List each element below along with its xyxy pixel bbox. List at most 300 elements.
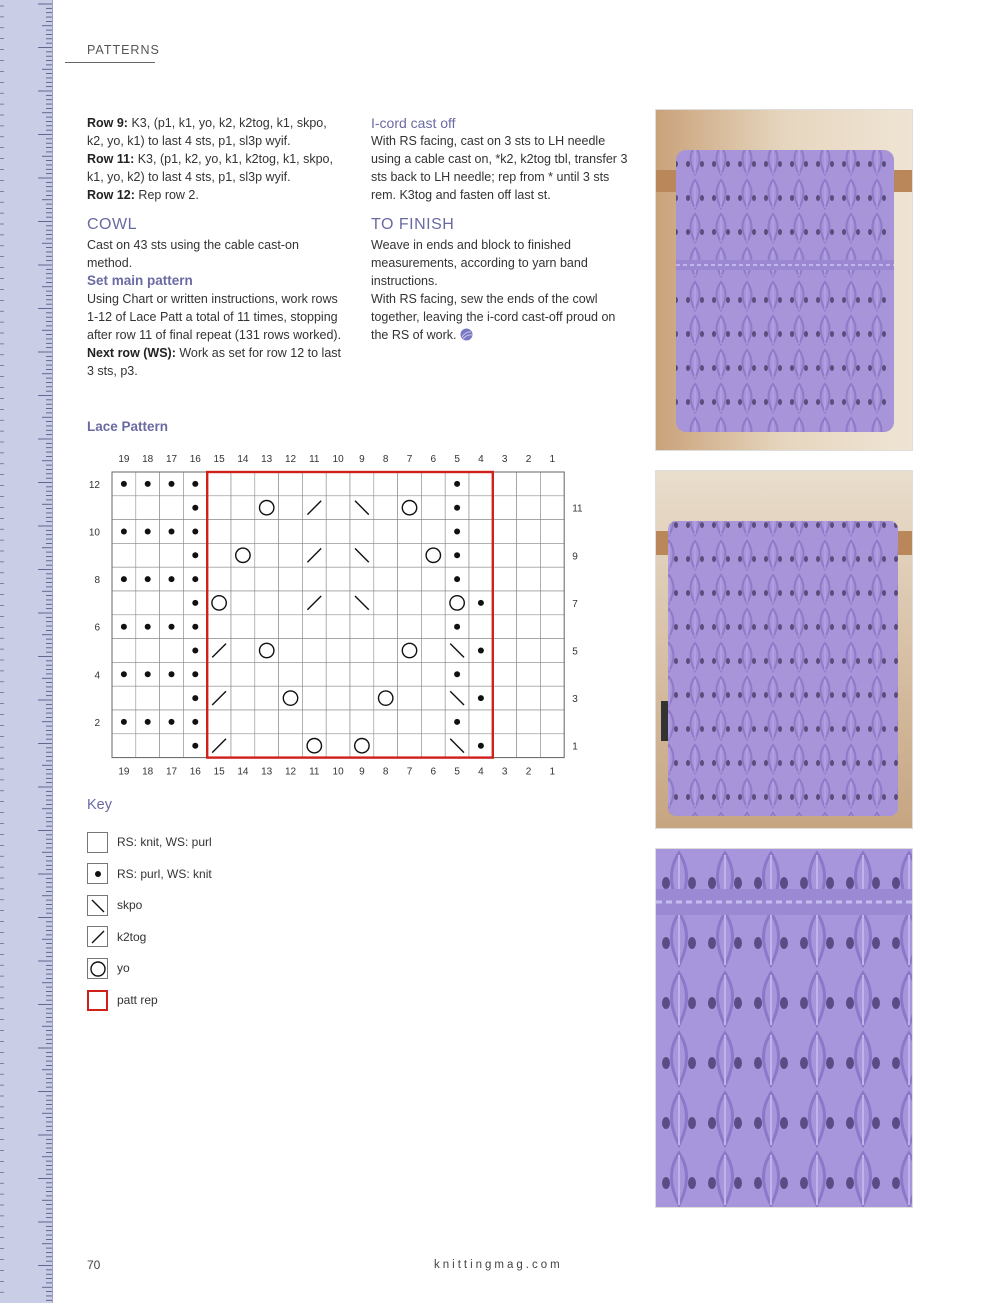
finish-text-1: Weave in ends and block to finished measurements, according to yarn band instructions. xyxy=(371,238,588,288)
key-swatch-empty-icon xyxy=(87,832,108,853)
chart-cell xyxy=(374,496,398,520)
chart-cell xyxy=(231,591,255,615)
chart-cell xyxy=(398,591,422,615)
chart-cell xyxy=(207,520,231,544)
chart-cell xyxy=(302,710,326,734)
chart-cell xyxy=(421,686,445,710)
chart-cell xyxy=(302,472,326,496)
chart-cell xyxy=(469,520,493,544)
chart-cell xyxy=(326,496,350,520)
cowl-photo-detail-image xyxy=(656,849,912,1207)
chart-cell xyxy=(421,662,445,686)
chart-cell xyxy=(255,472,279,496)
chart-row-label-left: 8 xyxy=(94,575,100,587)
purl-dot-symbol xyxy=(454,719,460,725)
icord-text: With RS facing, cast on 3 sts to LH needle using a cable cast on, *k2, k2tog tbl, transfer 3 sts back to LH needle; rep from * until 3 sts rem. K3tog and fasten off last st. xyxy=(371,134,628,202)
chart-cell xyxy=(398,615,422,639)
chart-col-label-top: 9 xyxy=(359,454,365,465)
chart-row-label-right: 3 xyxy=(572,694,578,706)
chart-cell xyxy=(279,662,303,686)
chart-cell xyxy=(255,520,279,544)
chart-cell xyxy=(469,496,493,520)
chart-cell xyxy=(279,520,303,544)
chart-cell xyxy=(517,686,541,710)
chart-cell xyxy=(398,686,422,710)
chart-cell xyxy=(374,472,398,496)
chart-cell xyxy=(112,496,136,520)
cowl-photo-middle xyxy=(655,470,913,829)
chart-cell xyxy=(279,710,303,734)
chart-cell xyxy=(398,662,422,686)
chart-cell xyxy=(398,543,422,567)
chart-cell xyxy=(398,496,422,520)
chart-cell xyxy=(493,472,517,496)
chart-col-label-top: 8 xyxy=(382,454,389,465)
key-label: patt rep xyxy=(117,993,158,1007)
footer-website: knittingmag.com xyxy=(434,1259,563,1271)
chart-cell xyxy=(540,543,564,567)
purl-dot-symbol xyxy=(192,600,198,606)
chart-cell xyxy=(160,543,184,567)
chart-cell xyxy=(207,662,231,686)
chart-cell xyxy=(398,734,422,758)
chart-cell xyxy=(517,591,541,615)
cowl-photo-detail xyxy=(655,848,913,1208)
chart-col-label-top: 6 xyxy=(430,454,437,465)
chart-cell xyxy=(302,662,326,686)
page-number: 70 xyxy=(87,1258,101,1272)
section-divider xyxy=(65,62,155,63)
finish-text-2: With RS facing, sew the ends of the cowl together, leaving the i-cord cast-off proud on the RS of work. xyxy=(371,292,616,342)
key-swatch-k2tog-icon xyxy=(87,926,108,947)
chart-cell xyxy=(540,734,564,758)
chart-cell xyxy=(279,734,303,758)
chart-cell xyxy=(255,662,279,686)
chart-cell xyxy=(350,615,374,639)
page-ruler xyxy=(0,0,53,1303)
chart-cell xyxy=(493,543,517,567)
key-label: k2tog xyxy=(117,929,147,944)
chart-cell xyxy=(350,710,374,734)
purl-dot-symbol xyxy=(192,576,198,582)
key-item-k2tog xyxy=(87,925,146,949)
chart-col-label-top: 16 xyxy=(189,454,201,465)
chart-col-label-bottom: 4 xyxy=(478,766,484,778)
chart-cell xyxy=(493,686,517,710)
purl-dot-symbol xyxy=(145,529,151,535)
purl-dot-symbol xyxy=(192,743,198,749)
ruler-ticks xyxy=(0,0,52,1303)
chart-col-label-bottom: 7 xyxy=(406,766,413,778)
purl-dot-symbol xyxy=(121,624,127,630)
chart-cell xyxy=(231,567,255,591)
purl-dot-symbol xyxy=(145,576,151,582)
chart-cell xyxy=(469,472,493,496)
purl-dot-symbol xyxy=(121,671,127,677)
chart-col-label-bottom: 13 xyxy=(261,766,273,778)
purl-dot-symbol xyxy=(454,624,460,630)
chart-cell xyxy=(398,520,422,544)
chart-cell xyxy=(326,639,350,663)
chart-cell xyxy=(350,639,374,663)
chart-cell xyxy=(112,639,136,663)
chart-cell xyxy=(207,591,231,615)
chart-cell xyxy=(255,734,279,758)
chart-cell xyxy=(255,686,279,710)
key-label: RS: purl, WS: knit xyxy=(117,866,212,881)
chart-cell xyxy=(326,734,350,758)
purl-dot-symbol xyxy=(169,576,175,582)
chart-cell xyxy=(540,567,564,591)
chart-cell xyxy=(326,710,350,734)
purl-dot-symbol xyxy=(192,552,198,558)
chart-cell xyxy=(540,520,564,544)
chart-cell xyxy=(255,639,279,663)
purl-dot-symbol xyxy=(145,624,151,630)
chart-col-label-top: 14 xyxy=(237,454,249,465)
chart-col-label-bottom: 5 xyxy=(454,766,460,778)
yarn-ball-end-icon xyxy=(460,328,473,341)
chart-cell xyxy=(350,520,374,544)
chart-cell xyxy=(421,734,445,758)
chart-cell xyxy=(279,591,303,615)
chart-cell xyxy=(326,567,350,591)
chart-cell xyxy=(231,662,255,686)
row-12-instruction: Row 12: Rep row 2. xyxy=(87,188,199,202)
chart-cell xyxy=(302,567,326,591)
chart-cell xyxy=(421,710,445,734)
cowl-heading: COWL xyxy=(87,216,137,233)
chart-cell xyxy=(160,591,184,615)
purl-dot-symbol xyxy=(192,695,198,701)
chart-row-label-left: 4 xyxy=(94,670,100,682)
chart-col-label-top: 12 xyxy=(284,454,297,465)
key-item-skpo xyxy=(87,893,142,917)
chart-cell xyxy=(302,639,326,663)
finish-heading: TO FINISH xyxy=(371,216,455,233)
cowl-text: Cast on 43 sts using the cable cast-on method. xyxy=(87,238,299,270)
purl-dot-symbol xyxy=(169,529,175,535)
chart-row-label-left: 12 xyxy=(88,479,100,491)
chart-cell xyxy=(136,639,160,663)
chart-cell xyxy=(160,734,184,758)
purl-dot-symbol xyxy=(192,481,198,487)
chart-col-label-bottom: 1 xyxy=(549,766,556,778)
chart-cell xyxy=(231,615,255,639)
chart-cell xyxy=(469,662,493,686)
chart-cell xyxy=(326,472,350,496)
chart-cell xyxy=(469,567,493,591)
chart-cell xyxy=(326,520,350,544)
chart-row-label-right: 7 xyxy=(572,598,578,610)
chart-col-label-top: 19 xyxy=(118,454,130,465)
chart-cell xyxy=(374,639,398,663)
key-item-empty xyxy=(87,830,212,854)
chart-cell xyxy=(231,710,255,734)
chart-cell xyxy=(302,734,326,758)
chart-cell xyxy=(540,662,564,686)
chart-cell xyxy=(421,615,445,639)
key-label: yo xyxy=(117,961,130,976)
chart-cell xyxy=(493,710,517,734)
purl-dot-symbol xyxy=(192,624,198,630)
purl-dot-symbol xyxy=(145,671,151,677)
chart-col-label-bottom: 18 xyxy=(142,766,154,778)
chart-cell xyxy=(374,567,398,591)
chart-cell xyxy=(112,686,136,710)
chart-cell xyxy=(279,639,303,663)
chart-cell xyxy=(398,472,422,496)
chart-col-label-top: 2 xyxy=(525,454,532,465)
chart-cell xyxy=(255,591,279,615)
chart-cell xyxy=(421,567,445,591)
cowl-photo-top xyxy=(655,109,913,451)
purl-dot-symbol xyxy=(478,600,484,606)
chart-cell xyxy=(540,591,564,615)
chart-cell xyxy=(136,543,160,567)
chart-cell xyxy=(231,520,255,544)
purl-dot-symbol xyxy=(192,671,198,677)
chart-cell xyxy=(279,472,303,496)
chart-cell xyxy=(421,520,445,544)
chart-cell xyxy=(136,496,160,520)
purl-dot-symbol xyxy=(169,481,175,487)
chart-cell xyxy=(326,543,350,567)
purl-dot-symbol xyxy=(169,624,175,630)
chart-cell xyxy=(398,639,422,663)
chart-cell xyxy=(517,615,541,639)
purl-dot-symbol xyxy=(169,719,175,725)
chart-cell xyxy=(207,496,231,520)
row-9-instruction: Row 9: K3, (p1, k1, yo, k2, k2tog, k1, skpo, k2, yo, k1) to last 4 sts, p1, sl3p wyif. xyxy=(87,116,327,148)
key-label: skpo xyxy=(117,898,143,913)
chart-cell xyxy=(255,615,279,639)
chart-col-label-bottom: 12 xyxy=(284,766,297,778)
cowl-photo-top-image xyxy=(656,110,912,450)
chart-cell xyxy=(302,615,326,639)
chart-cell xyxy=(136,591,160,615)
chart-cell xyxy=(421,591,445,615)
chart-cell xyxy=(207,567,231,591)
chart-col-label-top: 1 xyxy=(549,454,556,465)
chart-col-label-bottom: 10 xyxy=(332,766,344,778)
chart-col-label-top: 13 xyxy=(261,454,273,465)
chart-col-label-bottom: 3 xyxy=(501,766,508,778)
chart-cell xyxy=(517,639,541,663)
chart-cell xyxy=(540,710,564,734)
chart-cell xyxy=(517,543,541,567)
chart-cell xyxy=(421,639,445,663)
purl-dot-symbol xyxy=(121,719,127,725)
chart-row-label-left: 2 xyxy=(94,717,100,729)
chart-cell xyxy=(255,710,279,734)
chart-cell xyxy=(207,472,231,496)
chart-cell xyxy=(279,615,303,639)
chart-cell xyxy=(374,686,398,710)
chart-cell xyxy=(231,472,255,496)
chart-cell xyxy=(326,615,350,639)
chart-cell xyxy=(421,543,445,567)
chart-cell xyxy=(207,615,231,639)
chart-cell xyxy=(469,615,493,639)
chart-cell xyxy=(493,520,517,544)
chart-row-label-left: 6 xyxy=(94,622,100,634)
chart-cell xyxy=(350,472,374,496)
chart-cell xyxy=(540,639,564,663)
chart-cell xyxy=(326,591,350,615)
purl-dot-symbol xyxy=(454,505,460,511)
chart-col-label-bottom: 17 xyxy=(165,766,178,778)
chart-col-label-bottom: 8 xyxy=(382,766,389,778)
chart-cell xyxy=(421,496,445,520)
set-main-heading: Set main pattern xyxy=(87,273,193,288)
chart-cell xyxy=(231,543,255,567)
purl-dot-symbol xyxy=(192,505,198,511)
chart-cell xyxy=(207,543,231,567)
cowl-photo-middle-image xyxy=(656,471,912,828)
purl-dot-symbol xyxy=(192,529,198,535)
chart-cell xyxy=(540,615,564,639)
chart-cell xyxy=(374,734,398,758)
chart-cell xyxy=(255,543,279,567)
chart-cell xyxy=(493,639,517,663)
chart-col-label-bottom: 15 xyxy=(213,766,225,778)
chart-col-label-bottom: 11 xyxy=(309,766,320,778)
chart-cell xyxy=(207,710,231,734)
chart-col-label-top: 18 xyxy=(142,454,154,465)
chart-col-label-bottom: 19 xyxy=(118,766,130,778)
chart-cell xyxy=(279,496,303,520)
key-swatch-skpo-icon xyxy=(87,895,108,916)
chart-cell xyxy=(302,686,326,710)
chart-cell xyxy=(493,662,517,686)
purl-dot-symbol xyxy=(478,648,484,654)
chart-cell xyxy=(540,472,564,496)
purl-dot-symbol xyxy=(192,719,198,725)
chart-cell xyxy=(517,567,541,591)
chart-col-label-top: 11 xyxy=(309,454,320,465)
chart-cell xyxy=(469,543,493,567)
chart-cell xyxy=(350,567,374,591)
chart-row-label-right: 9 xyxy=(572,551,578,563)
chart-col-label-top: 4 xyxy=(478,454,484,465)
purl-dot-symbol xyxy=(454,552,460,558)
chart-cell xyxy=(493,734,517,758)
key-item-yo xyxy=(87,956,130,980)
purl-dot-symbol xyxy=(121,576,127,582)
purl-dot-symbol xyxy=(454,671,460,677)
chart-cell xyxy=(350,662,374,686)
chart-cell xyxy=(517,520,541,544)
key-item-rep xyxy=(87,988,158,1012)
chart-cell xyxy=(445,591,469,615)
chart-cell xyxy=(255,496,279,520)
purl-dot-symbol xyxy=(478,743,484,749)
chart-cell xyxy=(160,496,184,520)
chart-cell xyxy=(160,686,184,710)
set-main-text: Using Chart or written instructions, work rows 1-12 of Lace Patt a total of 11 times, stopping after row 11 of final repeat (131 rows worked). xyxy=(87,292,342,342)
chart-col-label-bottom: 14 xyxy=(237,766,249,778)
chart-cell xyxy=(374,543,398,567)
chart-cell xyxy=(350,734,374,758)
icord-heading: I-cord cast off xyxy=(371,115,456,131)
chart-row-label-right: 11 xyxy=(572,503,583,515)
chart-cell xyxy=(112,591,136,615)
next-row-instruction: Next row (WS): Work as set for row 12 to last 3 sts, p3. xyxy=(87,346,341,378)
chart-cell xyxy=(421,472,445,496)
chart-cell xyxy=(517,710,541,734)
chart-col-label-bottom: 9 xyxy=(359,766,365,778)
chart-col-label-top: 17 xyxy=(165,454,178,465)
key-title: Key xyxy=(87,797,112,813)
chart-cell xyxy=(493,615,517,639)
chart-cell xyxy=(493,591,517,615)
key-swatch-dot-icon xyxy=(87,863,108,884)
purl-dot-symbol xyxy=(454,576,460,582)
key-item-dot xyxy=(87,862,212,886)
chart-cell xyxy=(517,496,541,520)
chart-cell xyxy=(231,686,255,710)
chart-cell xyxy=(112,734,136,758)
purl-dot-symbol xyxy=(192,648,198,654)
chart-col-label-top: 15 xyxy=(213,454,225,465)
chart-cell xyxy=(279,543,303,567)
chart-cell xyxy=(398,710,422,734)
chart-col-label-top: 5 xyxy=(454,454,460,465)
key-label: RS: knit, WS: purl xyxy=(117,835,212,849)
chart-cell xyxy=(231,734,255,758)
chart-title: Lace Pattern xyxy=(87,419,169,434)
chart-cell xyxy=(255,567,279,591)
chart-cell xyxy=(231,639,255,663)
chart-col-label-top: 3 xyxy=(501,454,508,465)
chart-cell xyxy=(326,686,350,710)
chart-cell xyxy=(160,639,184,663)
chart-col-label-bottom: 2 xyxy=(525,766,532,778)
chart-cell xyxy=(326,662,350,686)
chart-cell xyxy=(540,686,564,710)
purl-dot-symbol xyxy=(454,481,460,487)
chart-row-label-left: 10 xyxy=(88,527,100,539)
chart-cell xyxy=(493,567,517,591)
chart-cell xyxy=(374,615,398,639)
chart-cell xyxy=(350,686,374,710)
chart-cell xyxy=(231,496,255,520)
left-column xyxy=(87,114,342,380)
chart-col-label-bottom: 16 xyxy=(189,766,201,778)
purl-dot-symbol xyxy=(169,671,175,677)
chart-cell xyxy=(279,567,303,591)
key-swatch-yo-icon xyxy=(87,958,108,979)
chart-cell xyxy=(517,472,541,496)
chart-cell xyxy=(112,543,136,567)
lace-pattern-chart xyxy=(80,445,605,785)
chart-cell xyxy=(374,662,398,686)
chart-cell xyxy=(469,710,493,734)
purl-dot-symbol xyxy=(121,481,127,487)
right-column xyxy=(371,114,633,344)
chart-cell xyxy=(517,734,541,758)
row-11-instruction: Row 11: K3, (p1, k2, yo, k1, k2tog, k1, skpo, k1, yo, k2) to last 4 sts, p1, sl3p wyif. xyxy=(87,152,333,184)
chart-col-label-bottom: 6 xyxy=(430,766,437,778)
chart-row-label-right: 1 xyxy=(572,741,578,753)
chart-cell xyxy=(493,496,517,520)
chart-cell xyxy=(374,520,398,544)
chart-cell xyxy=(540,496,564,520)
chart-cell xyxy=(374,591,398,615)
purl-dot-symbol xyxy=(478,695,484,701)
section-label: PATTERNS xyxy=(87,43,160,57)
